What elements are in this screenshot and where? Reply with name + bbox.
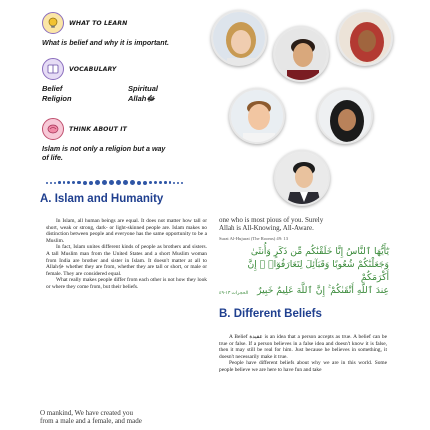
vocabulary-col-1 xyxy=(42,84,72,104)
think-about-it-label: THINK ABOUT IT xyxy=(69,125,127,133)
quote-line: one who is most pious of you. Surely xyxy=(219,216,324,224)
quote-line: from a male and a female, and made xyxy=(40,417,142,425)
section-b-body xyxy=(219,334,387,374)
vocab-word: Spiritual xyxy=(128,84,159,93)
paragraph: In fact, Islam unites different kinds of people as brothers and sisters. A tall Muslim man from the United States and a short Muslim woman from India are brother and sister in Islam. It doesn't matter at all to Allahﷻ whether they are from, whether they are tall or short, or male or female. They are considered equal. xyxy=(46,244,207,277)
vocabulary-label: VOCABULARY xyxy=(69,65,117,73)
section-a-title: A. Islam and Humanity xyxy=(40,193,164,205)
quran-quote-start xyxy=(40,409,210,425)
what-to-learn-label: WHAT TO LEARN xyxy=(69,19,128,27)
vocabulary-header xyxy=(42,58,116,80)
section-a-body xyxy=(46,218,207,291)
vocab-word: Religion xyxy=(42,94,72,103)
book-icon xyxy=(42,58,64,80)
paragraph: In Islam, all human beings are equal. It does not matter how tall or short, weak or strong, dark- or light-skinned people are. Islam makes no distinction between people and everyone has the same opportunity to be a Muslim. xyxy=(46,218,207,244)
arabic-line: عِندَ ٱللَّهِ أَتْقَىٰكُمْ ۚ إِنَّ ٱللَّهَ عَلِيمٌ خَبِيرٌ xyxy=(257,285,389,296)
think-text-line: of life. xyxy=(42,154,63,162)
brain-icon xyxy=(42,118,64,140)
quran-quote-continued xyxy=(219,216,389,232)
vocab-word: Belief xyxy=(42,84,63,93)
paragraph: A Belief عقيدة is an idea that a person accepts as true. A belief can be true or false. If a person believes in a false idea and doesn't know it is false, then it may still be real for him. Just because he believes in something, it doesn't necessarily make it true. xyxy=(219,334,387,360)
vocab-word: Allahﷻ xyxy=(128,94,155,103)
vocabulary-col-2 xyxy=(128,84,158,104)
quote-line: Allah is All-Knowing, All-Aware. xyxy=(219,224,314,232)
quote-line: O mankind, We have created you xyxy=(40,409,133,417)
lightbulb-icon xyxy=(42,12,64,34)
portrait-woman-headscarf-red xyxy=(337,10,393,66)
portrait-man-suit xyxy=(274,150,330,206)
section-b-title: B. Different Beliefs xyxy=(219,308,322,320)
paragraph: What really makes people differ from each other is not how they look or where they come from, but their beliefs. xyxy=(46,277,207,290)
think-about-it-text xyxy=(42,145,165,163)
arabic-reference: الحجرات ١٣-٤٩ xyxy=(219,290,249,295)
what-to-learn-question: What is belief and why it is important. xyxy=(42,39,169,47)
quote-reference: Surat Al-Hujurat (The Rooms) 49: 13 xyxy=(219,236,289,241)
think-about-it-header xyxy=(42,118,127,140)
paragraph: People have different beliefs about why we are in this world. Some people believe we are here to have fun and take xyxy=(219,360,387,373)
portrait-man-dark-hair xyxy=(273,26,329,82)
arabic-line: يَٰٓأَيُّهَا ٱلنَّاسُ إِنَّا خَلَقْنَٰكُم مِّن ذَكَرٍ وَأُنثَىٰ xyxy=(250,246,389,257)
what-to-learn-header xyxy=(42,12,127,34)
think-text-line: Islam is not only a religion but a way xyxy=(42,145,166,153)
dot-divider xyxy=(46,180,183,185)
arabic-line: وَجَعَلْنَٰكُمْ شُعُوبًا وَقَبَآئِلَ لِتَعَارَفُوٓا۟ ۚ إِنَّ أَكْرَمَكُمْ xyxy=(247,259,389,283)
portrait-man-blond xyxy=(229,88,285,144)
portrait-woman-black-hijab xyxy=(317,88,373,144)
portrait-woman-blonde xyxy=(211,10,267,66)
